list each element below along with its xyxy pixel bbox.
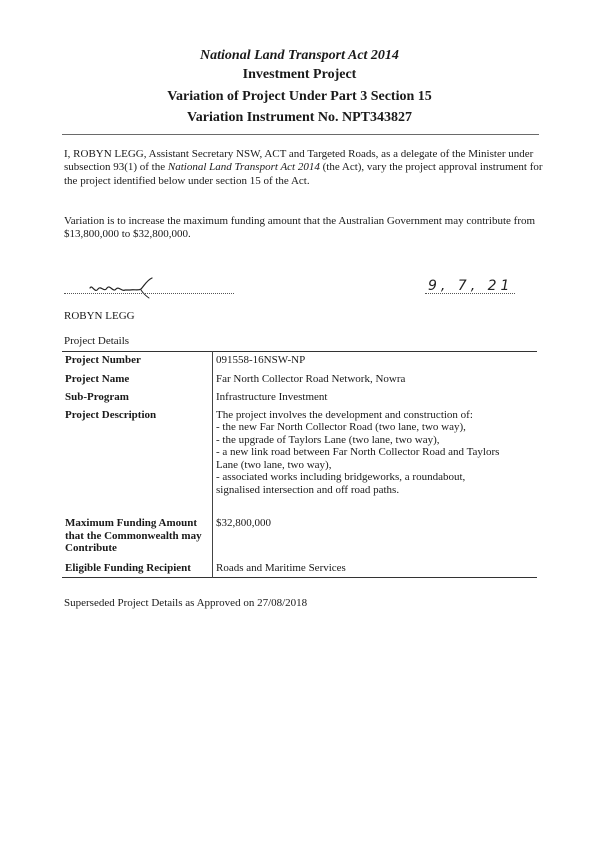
handwritten-date: 9, 7, 21 <box>428 278 514 294</box>
description-line: - a new link road between Far North Collector Road and Taylors <box>216 446 500 458</box>
superseded-note: Superseded Project Details as Approved on 27/08/2018 <box>64 597 308 609</box>
row-label: Project Number <box>62 352 213 368</box>
funding-label-line: Contribute <box>65 542 117 554</box>
delegation-text-b: (the Act), vary the project approval instrument for the project identified below under section 15 of the Act. <box>64 161 543 187</box>
funding-label-line: that the Commonwealth may <box>65 529 202 542</box>
table-row <box>62 405 537 517</box>
signer-name: ROBYN LEGG <box>64 310 135 322</box>
date-line <box>425 293 515 294</box>
delegation-paragraph <box>64 148 544 188</box>
signature-line <box>64 293 234 294</box>
project-details-label: Project Details <box>64 335 130 347</box>
description-line: The project involves the development and construction of: <box>216 408 473 421</box>
instrument-number: Variation Instrument No. NPT343827 <box>186 110 413 125</box>
table-row <box>62 368 537 387</box>
description-line: Lane (two lane, two way), <box>216 458 332 471</box>
project-details-table <box>62 351 537 578</box>
row-label <box>62 516 213 561</box>
header-divider <box>62 134 539 135</box>
description-line: - the upgrade of Taylors Lane (two lane, two way), <box>216 433 440 446</box>
row-value: Far North Collector Road Network, Nowra <box>216 372 406 385</box>
description-line: - associated works including bridgeworks, a roundabout, <box>216 471 466 483</box>
table-row <box>62 516 537 561</box>
row-label: Project Description <box>62 405 213 517</box>
variation-heading: Variation of Project Under Part 3 Section 15 <box>167 89 432 104</box>
table-row <box>62 352 537 368</box>
project-description <box>213 405 538 517</box>
row-label: Sub-Program <box>62 386 213 405</box>
act-reference: National Land Transport Act 2014 <box>167 161 320 174</box>
funding-label-line: Maximum Funding Amount <box>65 517 198 529</box>
row-value: 091558-16NSW-NP <box>216 354 306 366</box>
delegation-text-a: I, ROBYN LEGG, Assistant Secretary NSW, ACT and Targeted Roads, as a delegate of the Minister under subsection 93(1) of the <box>64 148 534 174</box>
description-line: signalised intersection and off road paths. <box>216 483 400 496</box>
row-value: Infrastructure Investment <box>216 391 328 403</box>
funding-recipient: Roads and Maritime Services <box>216 561 346 574</box>
document-type: Investment Project <box>242 67 357 82</box>
funding-amount: $32,800,000 <box>216 517 271 529</box>
handwritten-signature <box>64 276 240 300</box>
act-title: National Land Transport Act 2014 <box>200 48 399 63</box>
variation-paragraph: Variation is to increase the maximum funding amount that the Australian Government may contribute from $13,800,000 to $32,800,000. <box>64 215 536 241</box>
row-label: Eligible Funding Recipient <box>62 561 213 578</box>
description-line: - the new Far North Collector Road (two lane, two way), <box>216 421 466 433</box>
table-row <box>62 561 537 578</box>
table-row <box>62 386 537 405</box>
row-label: Project Name <box>62 368 213 387</box>
